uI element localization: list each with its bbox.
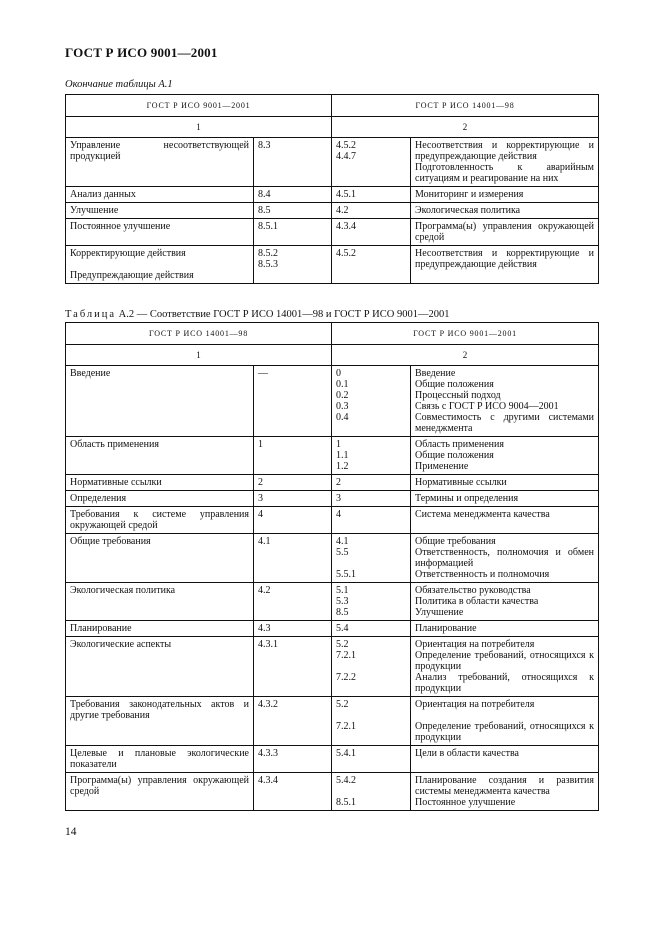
cell-line: 5.5 bbox=[336, 547, 349, 558]
clause-title-cell bbox=[66, 507, 254, 534]
cell-line: 4.5.1 bbox=[336, 189, 356, 200]
cell-line: Введение bbox=[70, 368, 111, 379]
cell-line: 5.4.1 bbox=[336, 748, 357, 759]
cell-line: 5.5.1 bbox=[336, 569, 357, 580]
clause-number-cell bbox=[254, 583, 332, 621]
clause-number-cell bbox=[254, 219, 332, 246]
clause-title-cell bbox=[66, 697, 254, 746]
cell-line: Требования законодательных актов и другие требования bbox=[70, 699, 249, 721]
ref-title-cell bbox=[411, 507, 599, 534]
cell-line: 7.2.1 bbox=[336, 650, 357, 661]
table-row bbox=[66, 746, 599, 773]
cell-line: 1 bbox=[336, 439, 342, 450]
clause-title-cell bbox=[66, 138, 254, 187]
cell-line: 4 bbox=[336, 509, 342, 520]
cell-line: Постоянное улучшение bbox=[70, 221, 171, 232]
cell-line: 0.1 bbox=[336, 379, 349, 390]
page-header: ГОСТ Р ИСО 9001—2001 bbox=[65, 45, 218, 60]
cell-line: 4.5.2 bbox=[336, 140, 356, 151]
page-number: 14 bbox=[65, 826, 77, 838]
ref-number-cell bbox=[332, 366, 411, 437]
cell-line: 0.3 bbox=[336, 401, 349, 412]
ref-title-cell bbox=[411, 746, 599, 773]
table-a2-body bbox=[66, 366, 599, 811]
clause-title-cell bbox=[66, 475, 254, 491]
cell-line: 5.4.2 bbox=[336, 775, 357, 786]
table-row bbox=[66, 246, 599, 284]
cell-line: 7.2.2 bbox=[336, 672, 357, 683]
cell-line: Экологическая политика bbox=[70, 585, 176, 596]
cell-line: 4.3.4 bbox=[336, 221, 356, 232]
cell-line: 8.3 bbox=[258, 140, 271, 151]
cell-line: Экологические аспекты bbox=[70, 639, 172, 650]
cell-line bbox=[336, 661, 406, 672]
table-a1-left-title: ГОСТ Р ИСО 9001—2001 bbox=[66, 95, 332, 117]
ref-number-cell bbox=[332, 534, 411, 583]
clause-title-cell bbox=[66, 637, 254, 697]
cell-line: Общие положения bbox=[415, 379, 494, 390]
table-a2-caption bbox=[65, 309, 449, 320]
clause-number-cell bbox=[254, 621, 332, 637]
cell-line: Нормативные ссылки bbox=[415, 477, 507, 488]
cell-line: — bbox=[258, 368, 268, 379]
cell-line: Нормативные ссылки bbox=[70, 477, 162, 488]
table-a1-caption: Окончание таблицы А.1 bbox=[65, 79, 173, 90]
clause-title-cell bbox=[66, 583, 254, 621]
table-a2-caption-text: А.2 — Соответствие ГОСТ Р ИСО 14001—98 и ГОСТ Р ИСО 9001—2001 bbox=[118, 309, 450, 320]
cell-line: 8.5.1 bbox=[258, 221, 278, 232]
table-row bbox=[66, 773, 599, 811]
ref-title-cell bbox=[411, 697, 599, 746]
cell-line: Программа(ы) управления окружающей средой bbox=[415, 221, 595, 243]
cell-line: Область применения bbox=[415, 439, 504, 450]
cell-line bbox=[336, 710, 406, 721]
cell-line: Экологическая политика bbox=[415, 205, 521, 216]
cell-line: Целевые и плановые экологические показатели bbox=[70, 748, 249, 770]
clause-number-cell bbox=[254, 534, 332, 583]
cell-line: Управление несоответствующей продукцией bbox=[70, 140, 249, 162]
table-a2-left-title: ГОСТ Р ИСО 14001—98 bbox=[66, 323, 332, 345]
ref-title-cell bbox=[411, 437, 599, 475]
cell-line: Планирование bbox=[415, 623, 477, 634]
clause-title-cell bbox=[66, 366, 254, 437]
cell-line: Процессный подход bbox=[415, 390, 501, 401]
clause-title-cell bbox=[66, 621, 254, 637]
cell-line: Программа(ы) управления окружающей средой bbox=[70, 775, 249, 797]
clause-title-cell bbox=[66, 746, 254, 773]
table-row bbox=[66, 219, 599, 246]
ref-title-cell bbox=[411, 491, 599, 507]
cell-line: 4.1 bbox=[336, 536, 349, 547]
cell-line: 5.2 bbox=[336, 699, 349, 710]
ref-number-cell bbox=[332, 746, 411, 773]
ref-number-cell bbox=[332, 138, 411, 187]
ref-number-cell bbox=[332, 246, 411, 284]
cell-line bbox=[336, 786, 406, 797]
cell-line: 5.4 bbox=[336, 623, 349, 634]
cell-line: Система менеджмента качества bbox=[415, 509, 550, 520]
ref-number-cell bbox=[332, 637, 411, 697]
cell-line: Ориентация на потребителя bbox=[415, 699, 535, 710]
cell-line: Предупреждающие действия bbox=[70, 270, 194, 281]
cell-line: 8.5.3 bbox=[258, 259, 278, 270]
ref-title-cell bbox=[411, 475, 599, 491]
clause-title-cell bbox=[66, 534, 254, 583]
table-row bbox=[66, 507, 599, 534]
cell-line: 3 bbox=[258, 493, 263, 504]
table-row bbox=[66, 621, 599, 637]
cell-line: 8.5.1 bbox=[336, 797, 357, 808]
cell-line: 5.2 bbox=[336, 639, 349, 650]
clause-title-cell bbox=[66, 773, 254, 811]
table-a1-right-num: 2 bbox=[332, 117, 599, 138]
cell-line: 5.1 bbox=[336, 585, 349, 596]
clause-number-cell bbox=[254, 475, 332, 491]
ref-title-cell bbox=[411, 138, 599, 187]
cell-line: 8.4 bbox=[258, 189, 271, 200]
cell-line: 4.2 bbox=[258, 585, 271, 596]
ref-number-cell bbox=[332, 475, 411, 491]
ref-number-cell bbox=[332, 773, 411, 811]
ref-number-cell bbox=[332, 219, 411, 246]
cell-line: 4.3 bbox=[258, 623, 271, 634]
cell-line: 1.2 bbox=[336, 461, 349, 472]
cell-line: Подготовленность к аварийным ситуациям и реагирование на них bbox=[415, 162, 595, 184]
clause-number-cell bbox=[254, 203, 332, 219]
cell-line: 0.2 bbox=[336, 390, 349, 401]
cell-line: Анализ данных bbox=[70, 189, 136, 200]
cell-line: Применение bbox=[415, 461, 469, 472]
cell-line: Политика в области качества bbox=[415, 596, 539, 607]
cell-line: Ответственность, полномочия и обмен информацией bbox=[415, 547, 595, 569]
clause-number-cell bbox=[254, 697, 332, 746]
table-a1-body bbox=[66, 138, 599, 284]
cell-line: 4.4.7 bbox=[336, 151, 356, 162]
ref-title-cell bbox=[411, 773, 599, 811]
cell-line: Ориентация на потребителя bbox=[415, 639, 535, 650]
table-row bbox=[66, 138, 599, 187]
clause-number-cell bbox=[254, 246, 332, 284]
table-row bbox=[66, 583, 599, 621]
cell-line: Анализ требований, относящихся к продукции bbox=[415, 672, 595, 694]
cell-line: Связь с ГОСТ Р ИСО 9004—2001 bbox=[415, 401, 559, 412]
cell-line: 4.1 bbox=[258, 536, 271, 547]
table-a2-caption-label: Таблица bbox=[65, 309, 117, 320]
cell-line: Определение требований, относящихся к продукции bbox=[415, 721, 595, 743]
table-a2-left-num: 1 bbox=[66, 345, 332, 366]
cell-line: Несоответствия и корректирующие и предупреждающие действия bbox=[415, 248, 595, 270]
cell-line: Цели в области качества bbox=[415, 748, 519, 759]
ref-number-cell bbox=[332, 507, 411, 534]
cell-line: 7.2.1 bbox=[336, 721, 357, 732]
cell-line: Совместимость с другими системами менеджмента bbox=[415, 412, 595, 434]
cell-line bbox=[336, 558, 406, 569]
cell-line bbox=[415, 710, 594, 721]
cell-line: 1.1 bbox=[336, 450, 349, 461]
table-row bbox=[66, 437, 599, 475]
cell-line: Постоянное улучшение bbox=[415, 797, 516, 808]
ref-title-cell bbox=[411, 246, 599, 284]
cell-line: 3 bbox=[336, 493, 342, 504]
cell-line: 8.5 bbox=[336, 607, 349, 618]
cell-line: 4.3.2 bbox=[258, 699, 278, 710]
cell-line: 1 bbox=[258, 439, 263, 450]
clause-title-cell bbox=[66, 219, 254, 246]
table-a2-right-title: ГОСТ Р ИСО 9001—2001 bbox=[332, 323, 599, 345]
clause-number-cell bbox=[254, 138, 332, 187]
cell-line: Корректирующие действия bbox=[70, 248, 186, 259]
ref-title-cell bbox=[411, 187, 599, 203]
cell-line: 2 bbox=[258, 477, 263, 488]
cell-line: Требования к системе управления окружающей средой bbox=[70, 509, 249, 531]
cell-line: Улучшение bbox=[415, 607, 464, 618]
cell-line: Несоответствия и корректирующие и предупреждающие действия bbox=[415, 140, 595, 162]
cell-line: Введение bbox=[415, 368, 456, 379]
clause-number-cell bbox=[254, 366, 332, 437]
cell-line: Общие требования bbox=[415, 536, 496, 547]
clause-number-cell bbox=[254, 507, 332, 534]
cell-line: Общие требования bbox=[70, 536, 151, 547]
cell-line: Определение требований, относящихся к продукции bbox=[415, 650, 595, 672]
cell-line: 4.5.2 bbox=[336, 248, 356, 259]
clause-number-cell bbox=[254, 746, 332, 773]
ref-title-cell bbox=[411, 366, 599, 437]
cell-line: 2 bbox=[336, 477, 342, 488]
clause-title-cell bbox=[66, 246, 254, 284]
cell-line: 4 bbox=[258, 509, 263, 520]
table-row bbox=[66, 187, 599, 203]
cell-line: 5.3 bbox=[336, 596, 349, 607]
cell-line: 0.4 bbox=[336, 412, 349, 423]
cell-line: Планирование bbox=[70, 623, 132, 634]
clause-title-cell bbox=[66, 187, 254, 203]
clause-number-cell bbox=[254, 187, 332, 203]
cell-line: Улучшение bbox=[70, 205, 119, 216]
cell-line: Область применения bbox=[70, 439, 159, 450]
ref-title-cell bbox=[411, 637, 599, 697]
clause-title-cell bbox=[66, 491, 254, 507]
clause-title-cell bbox=[66, 203, 254, 219]
ref-number-cell bbox=[332, 187, 411, 203]
cell-line: Термины и определения bbox=[415, 493, 519, 504]
cell-line: 4.3.3 bbox=[258, 748, 278, 759]
table-row bbox=[66, 491, 599, 507]
cell-line: Планирование создания и развития системы менеджмента качества bbox=[415, 775, 595, 797]
ref-title-cell bbox=[411, 203, 599, 219]
cell-line: Общие положения bbox=[415, 450, 494, 461]
ref-number-cell bbox=[332, 437, 411, 475]
cell-line: Определения bbox=[70, 493, 127, 504]
table-a2-right-num: 2 bbox=[332, 345, 599, 366]
cell-line: 4.3.4 bbox=[258, 775, 278, 786]
cell-line: 8.5.2 bbox=[258, 248, 278, 259]
table-a2 bbox=[65, 322, 599, 811]
cell-line: 0 bbox=[336, 368, 342, 379]
table-a1-right-title: ГОСТ Р ИСО 14001—98 bbox=[332, 95, 599, 117]
table-row bbox=[66, 637, 599, 697]
table-row bbox=[66, 697, 599, 746]
cell-line: 4.3.1 bbox=[258, 639, 278, 650]
clause-title-cell bbox=[66, 437, 254, 475]
ref-title-cell bbox=[411, 219, 599, 246]
table-row bbox=[66, 366, 599, 437]
ref-title-cell bbox=[411, 534, 599, 583]
table-row bbox=[66, 475, 599, 491]
table-row bbox=[66, 534, 599, 583]
clause-number-cell bbox=[254, 637, 332, 697]
ref-number-cell bbox=[332, 621, 411, 637]
clause-number-cell bbox=[254, 491, 332, 507]
ref-number-cell bbox=[332, 491, 411, 507]
ref-title-cell bbox=[411, 583, 599, 621]
clause-number-cell bbox=[254, 437, 332, 475]
table-a1-left-num: 1 bbox=[66, 117, 332, 138]
ref-number-cell bbox=[332, 697, 411, 746]
cell-line: Мониторинг и измерения bbox=[415, 189, 524, 200]
ref-number-cell bbox=[332, 583, 411, 621]
cell-line: 8.5 bbox=[258, 205, 271, 216]
ref-number-cell bbox=[332, 203, 411, 219]
table-row bbox=[66, 203, 599, 219]
ref-title-cell bbox=[411, 621, 599, 637]
cell-line: Ответственность и полномочия bbox=[415, 569, 550, 580]
cell-line: Обязательство руководства bbox=[415, 585, 531, 596]
cell-line: 4.2 bbox=[336, 205, 349, 216]
clause-number-cell bbox=[254, 773, 332, 811]
table-a1 bbox=[65, 94, 599, 284]
